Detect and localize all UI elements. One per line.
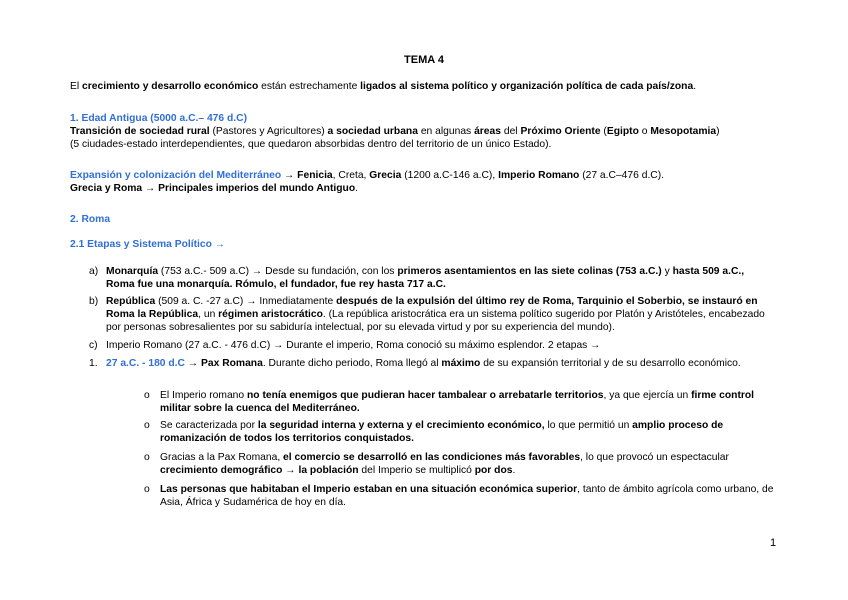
- page-number: 1: [770, 537, 777, 549]
- bullet-item: o Se caracterizada por la seguridad interna y externa y el crecimiento económico, lo que permitió un amplio proceso de romanización de todos los territorios conquistados.: [144, 420, 724, 444]
- edad-antigua-paragraph: Transición de sociedad rural (Pastores y Agricultores) a sociedad urbana en algunas áreas del Próximo Oriente (Egipto o Mesopotamia) (5 ciudades-estado interdependientes, que quedaron absorbidas dentro del territorio de un único Estado).: [70, 126, 720, 150]
- page-title: TEMA 4: [404, 54, 444, 66]
- list-item-pax-romana: 1. 27 a.C. - 180 d.C → Pax Romana. Durante dicho periodo, Roma llegó al máximo de su expansión territorial y de su desarrollo económico.: [89, 358, 741, 369]
- list-item-imperio: c) Imperio Romano (27 a.C. - 476 d.C) → Durante el imperio, Roma conoció su máximo esplendor. 2 etapas →: [89, 340, 601, 351]
- section-heading-etapas: 2.1 Etapas y Sistema Político →: [70, 239, 226, 250]
- list-item-monarquia: a) Monarquía (753 a.C.- 509 a.C) → Desde su fundación, con los primeros asentamientos en las siete colinas (753 a.C.) y hasta 509 a.C., Roma fue una monarquía. Rómulo, el fundador, fue rey hasta 717 a.C.: [89, 266, 745, 290]
- list-item-republica: b) República (509 a. C. -27 a.C) → Inmediatamente después de la expulsión del último rey de Roma, Tarquinio el Soberbio, se instauró en Roma la República, un régimen aristocrático. (La república aristocrática era un sistema político sugerido por Platón y Aristóteles, encabezado por personas sobresalientes por su sabiduría intelectual, por su elevada virtud y por su experiencia del mundo).: [89, 296, 765, 333]
- section-heading-roma: 2. Roma: [70, 214, 111, 225]
- expansion-paragraph: Expansión y colonización del Mediterráneo → Fenicia, Creta, Grecia (1200 a.C-146 a.C), Imperio Romano (27 a.C–476 d.C). Grecia y Roma → Principales imperios del mundo Antiguo.: [70, 170, 665, 194]
- section-heading-edad-antigua: 1. Edad Antigua (5000 a.C.– 476 d.C): [70, 113, 248, 124]
- bullet-item: o Gracias a la Pax Romana, el comercio se desarrolló en las condiciones más favorables, lo que provocó un espectacular crecimiento demográfico → la población del Imperio se multiplicó por dos.: [144, 452, 729, 476]
- bullet-item: o El Imperio romano no tenía enemigos que pudieran hacer tambalear o arrebatarle territorios, ya que ejercía un firme control militar sobre la cuenca del Mediterráneo.: [144, 390, 755, 414]
- intro-paragraph: El crecimiento y desarrollo económico están estrechamente ligados al sistema político y organización política de cada país/zona.: [70, 81, 697, 92]
- bullet-item: o Las personas que habitaban el Imperio estaban en una situación económica superior, tanto de ámbito agrícola como urbano, de Asia, África y Sudamérica de hoy en día.: [144, 484, 774, 508]
